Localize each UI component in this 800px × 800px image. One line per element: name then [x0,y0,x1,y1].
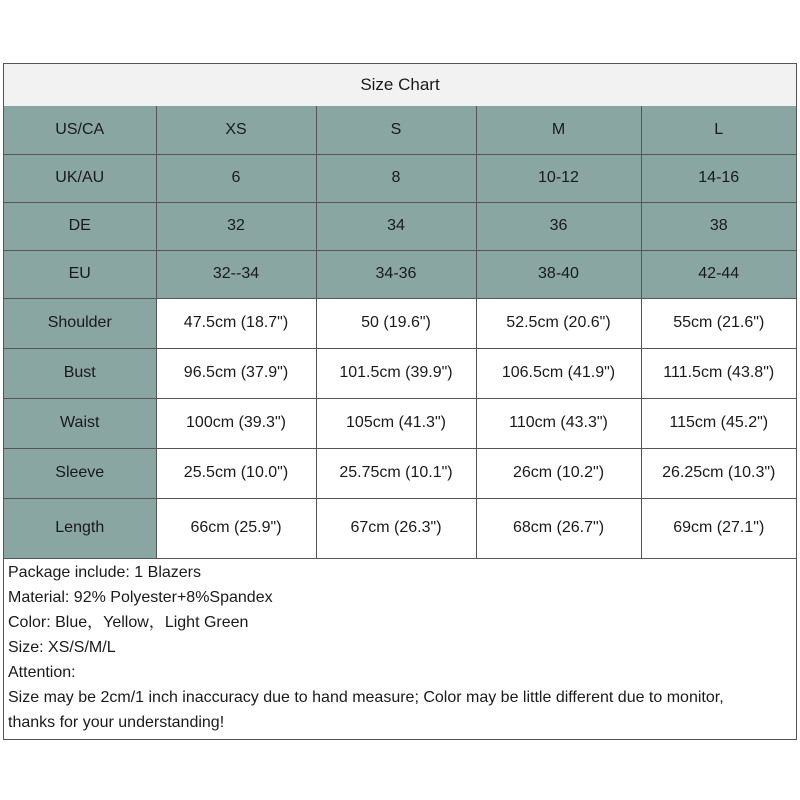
row-bust [4,348,796,398]
note-attention: Attention: [8,664,76,681]
size-table [4,106,796,559]
cell: 67cm (26.3") [316,498,476,558]
cell: 8 [316,154,476,202]
row-us-ca [4,106,796,154]
row-uk-au [4,154,796,202]
cell: 100cm (39.3") [156,398,316,448]
chart-title: Size Chart [4,64,796,107]
cell: 25.5cm (10.0") [156,448,316,498]
cell: L [641,106,796,154]
row-de [4,202,796,250]
cell: 38 [641,202,796,250]
cell: 47.5cm (18.7") [156,298,316,348]
row-label: Length [4,498,156,558]
row-label: Sleeve [4,448,156,498]
row-label: US/CA [4,106,156,154]
cell: 68cm (26.7") [476,498,641,558]
cell: 52.5cm (20.6") [476,298,641,348]
cell: 26cm (10.2") [476,448,641,498]
row-label: EU [4,250,156,298]
cell: 55cm (21.6") [641,298,796,348]
cell: 6 [156,154,316,202]
cell: 96.5cm (37.9") [156,348,316,398]
cell: 34-36 [316,250,476,298]
cell: 110cm (43.3") [476,398,641,448]
cell: M [476,106,641,154]
cell: 25.75cm (10.1") [316,448,476,498]
note-size: Size: XS/S/M/L [8,639,116,656]
cell: 42-44 [641,250,796,298]
cell: 115cm (45.2") [641,398,796,448]
cell: 14-16 [641,154,796,202]
row-sleeve [4,448,796,498]
row-label: Shoulder [4,298,156,348]
note-thanks: thanks for your understanding! [8,714,225,731]
cell: 69cm (27.1") [641,498,796,558]
row-label: Bust [4,348,156,398]
note-material: Material: 92% Polyester+8%Spandex [8,589,273,606]
cell: 105cm (41.3") [316,398,476,448]
cell: 111.5cm (43.8") [641,348,796,398]
row-shoulder [4,298,796,348]
cell: XS [156,106,316,154]
row-label: Waist [4,398,156,448]
cell: S [316,106,476,154]
product-notes [8,560,794,735]
cell: 38-40 [476,250,641,298]
note-disclaimer: Size may be 2cm/1 inch inaccuracy due to hand measure; Color may be little different due to monitor, [8,689,724,706]
cell: 10-12 [476,154,641,202]
row-waist [4,398,796,448]
cell: 101.5cm (39.9") [316,348,476,398]
cell: 26.25cm (10.3") [641,448,796,498]
cell: 34 [316,202,476,250]
note-color: Color: Blue，Yellow，Light Green [8,614,249,631]
row-label: DE [4,202,156,250]
cell: 32--34 [156,250,316,298]
row-label: UK/AU [4,154,156,202]
note-package: Package include: 1 Blazers [8,564,201,581]
row-length [4,498,796,558]
cell: 106.5cm (41.9") [476,348,641,398]
cell: 32 [156,202,316,250]
cell: 36 [476,202,641,250]
row-eu [4,250,796,298]
cell: 50 (19.6") [316,298,476,348]
size-chart-sheet [3,63,797,740]
cell: 66cm (25.9") [156,498,316,558]
